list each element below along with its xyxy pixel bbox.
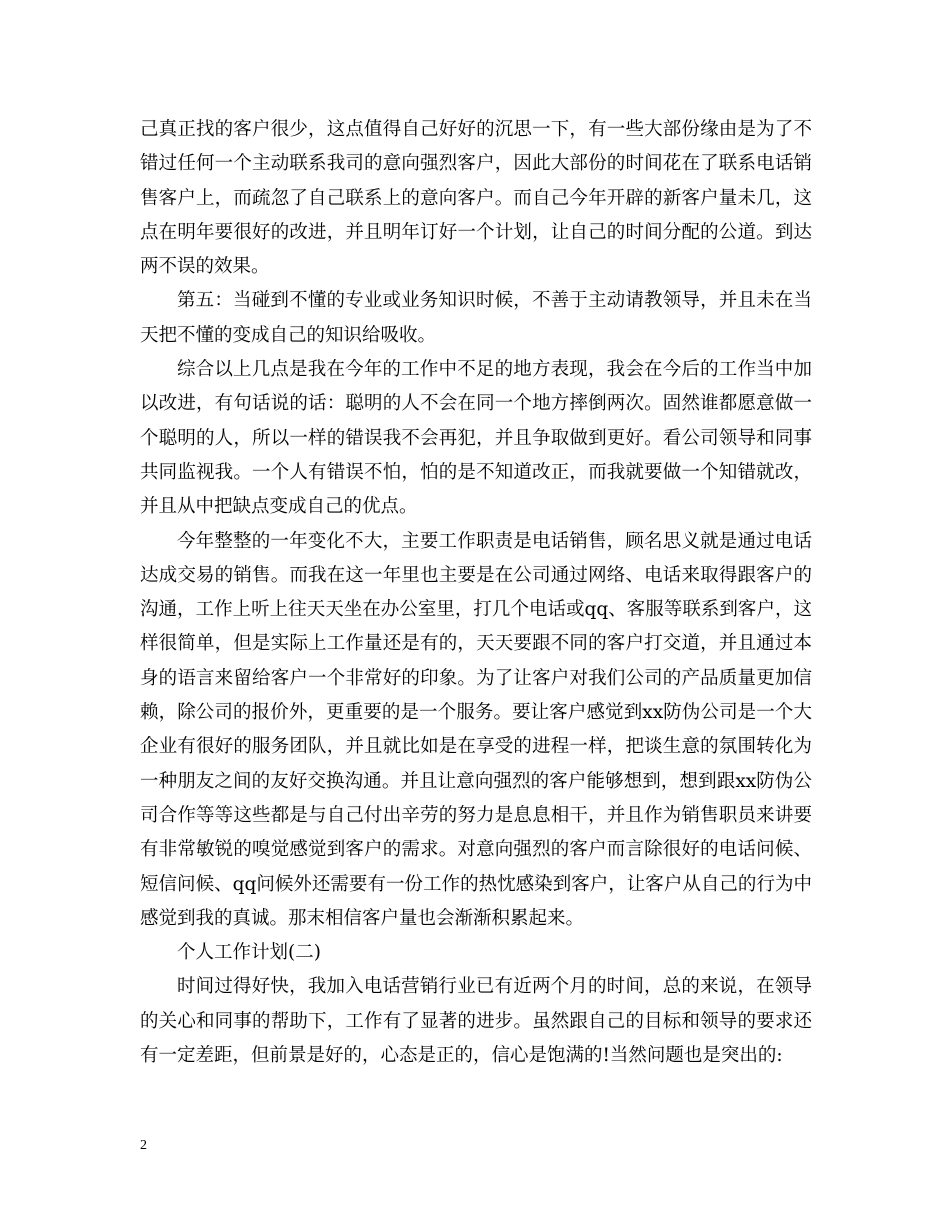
section-heading: 个人工作计划(二) [177,942,321,964]
paragraph-5: 时间过得好快，我加入电话营销行业已有近两个月的时间，总的来说，在领导的关心和同事的帮助下，工作有了显著的进步。虽然跟自己的目标和领导的要求还有一定差距，但前景是好的，心态是正的，信心是饱满的!当然问题也是突出的: [140,976,812,1067]
page-number: 2 [140,1138,147,1153]
paragraph-2: 第五：当碰到不懂的专业或业务知识时候，不善于主动请教领导，并且未在当天把不懂的变成自己的知识给吸收。 [140,290,812,346]
paragraph-1: 己真正找的客户很少，这点值得自己好好的沉思一下，有一些大部份缘由是为了不错过任何一个主动联系我司的意向强烈客户，因此大部份的时间花在了联系电话销售客户上，而疏忽了自己联系上的意向客户。而自己今年开辟的新客户量未几，这点在明年要很好的改进，并且明年订好一个计划，让自己的时间分配的公道。到达两不误的效果。 [140,119,812,278]
paragraph-3: 综合以上几点是我在今年的工作中不足的地方表现，我会在今后的工作当中加以改进，有句话说的话：聪明的人不会在同一个地方摔倒两次。固然谁都愿意做一个聪明的人，所以一样的错误我不会再犯，并且争取做到更好。看公司领导和同事共同监视我。一个人有错误不怕，怕的是不知道改正，而我就要做一个知错就改，并且从中把缺点变成自己的优点。 [140,359,812,518]
document-body [140,113,812,1073]
paragraph-4: 今年整整的一年变化不大，主要工作职责是电话销售，顾名思义就是通过电话达成交易的销售。而我在这一年里也主要是在公司通过网络、电话来取得跟客户的沟通，工作上听上往天天坐在办公室里，打几个电话或qq、客服等联系到客户，这样很简单，但是实际上工作量还是有的，天天要跟不同的客户打交道，并且通过本身的语言来留给客户一个非常好的印象。为了让客户对我们公司的产品质量更加信赖，除公司的报价外，更重要的是一个服务。要让客户感觉到xx防伪公司是一个大企业有很好的服务团队，并且就比如是在享受的进程一样，把谈生意的氛围转化为一种朋友之间的友好交换沟通。并且让意向强烈的客户能够想到，想到跟xx防伪公司合作等等这些都是与自己付出辛劳的努力是息息相干，并且作为销售职员来讲要有非常敏锐的嗅觉感觉到客户的需求。对意向强烈的客户而言除很好的电话问候、短信问候、qq问候外还需要有一份工作的热忱感染到客户，让客户从自己的行为中感觉到我的真诚。那末相信客户量也会渐渐积累起来。 [140,530,812,929]
